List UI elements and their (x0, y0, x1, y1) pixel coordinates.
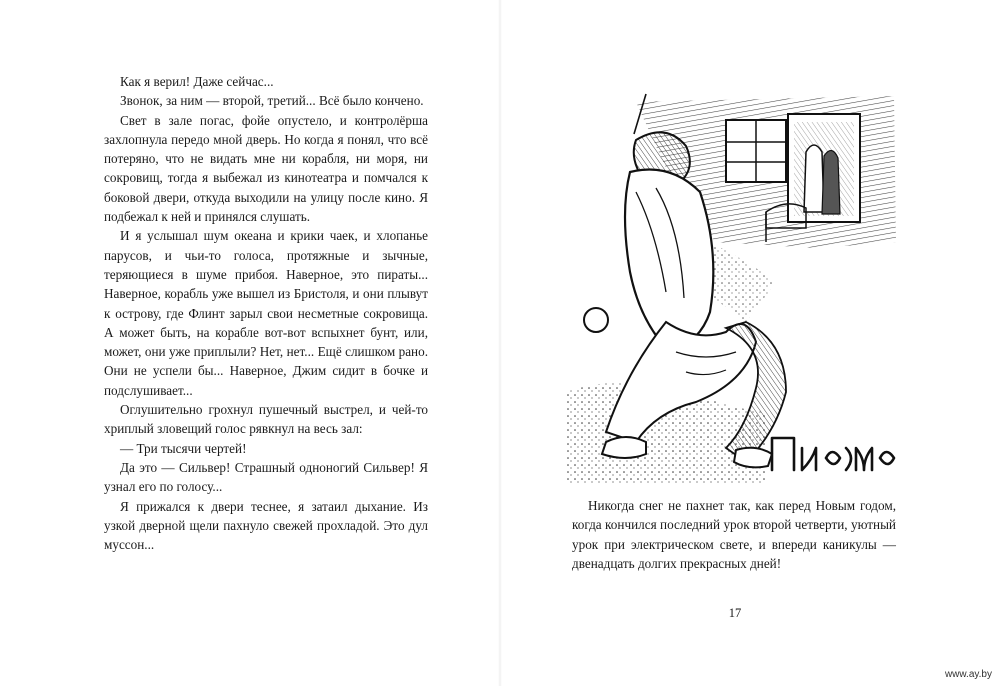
left-page-text (104, 72, 428, 554)
chapter-title (770, 424, 890, 464)
paragraph: Да это — Сильвер! Страшный одноногий Сильвер! Я узнал его по голосу... (104, 459, 428, 495)
watermark: www.ay.by (944, 669, 992, 680)
right-page-text (572, 496, 896, 573)
paragraph: И я услышал шум океана и крики чаек, и хлопанье парусов, и чьи-то голоса, протяжные и зычные, теряющиеся в шуме прибоя. Наверное, это пираты... Наверное, корабль уже вышел из Бристоля, и они плывут к острову, где Флинт зарыл свои несметные сокровища. А может быть, на корабле вот-вот вспыхнет бунт, или, может, они уже приплыли? Нет, нет... Ещё слишком рано. Они не успели бы... Наверное, Джим сидит в бочке и подслушивает... (104, 228, 428, 398)
paragraph: Звонок, за ним — второй, третий... Всё было кончено. (120, 93, 424, 109)
paragraph: — Три тысячи чертей! (120, 440, 247, 456)
paragraph: Свет в зале погас, фойе опустело, и контролёрша захлопнула передо мной дверь. Но когда я понял, что всё потеряно, что не видать мне ни корабля, ни моря, ни сокровищ, тогда я выбежал из кинотеатра и помчался к боковой двери, откуда выходили на улицу после кино. Я подбежал к ней и принялся слушать. (104, 112, 428, 225)
book-gutter (498, 0, 502, 686)
paragraph: Никогда снег не пахнет так, как перед Новым годом, когда кончился последний урок второй четверти, уютный урок при электрическом свете, и впереди каникулы — двенадцать долгих прекрасных дней! (572, 498, 896, 571)
page-number: 17 (728, 606, 742, 620)
paragraph: Как я верил! Даже сейчас... (120, 74, 274, 89)
paragraph: Я прижался к двери теснее, я затаил дыхание. Из узкой дверной щели пахнуло свежей прохладой. Это дул муссон... (104, 498, 428, 553)
paragraph: Оглушительно грохнул пушечный выстрел, и чей-то хриплый зловещий голос рявкнул на весь зал: (104, 402, 428, 437)
